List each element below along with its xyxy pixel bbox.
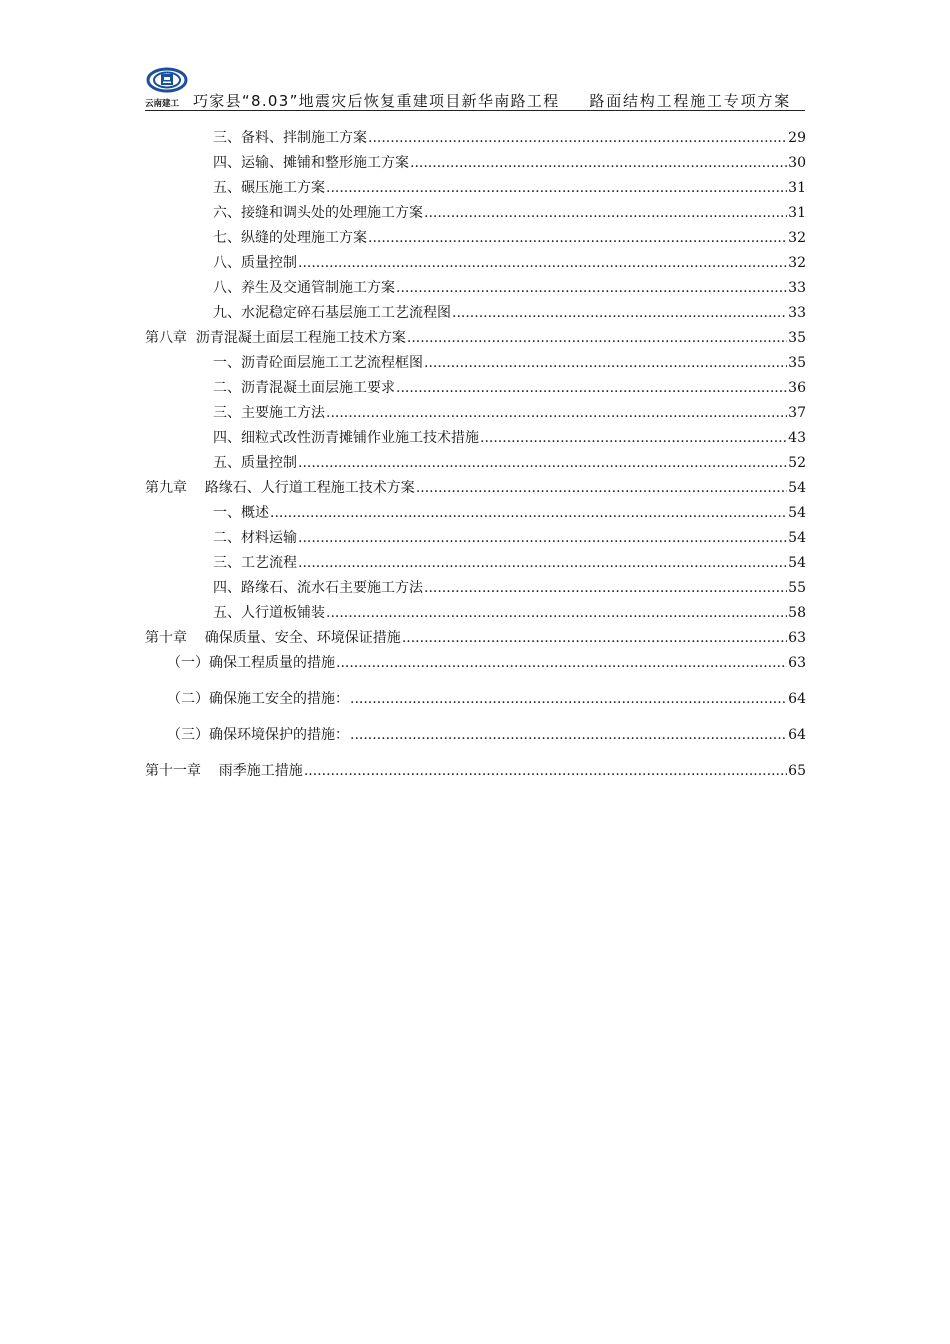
toc-entry-label: 八、养生及交通管制施工方案 xyxy=(213,280,395,296)
toc-entry[interactable] xyxy=(145,351,806,376)
toc-dot-leader xyxy=(480,426,787,451)
toc-dot-leader xyxy=(326,176,787,201)
toc-entry-label: 三、备料、拌制施工方案 xyxy=(213,130,367,146)
toc-entry[interactable] xyxy=(145,301,806,326)
toc-entry-label: 三、工艺流程 xyxy=(213,555,297,571)
toc-entry-label: 二、材料运输 xyxy=(213,530,297,546)
toc-entry-page: 36 xyxy=(788,380,806,396)
toc-entry-page: 35 xyxy=(788,355,806,371)
toc-entry-page: 64 xyxy=(788,691,806,707)
toc-dot-leader xyxy=(298,526,787,551)
toc-entry-label: 四、运输、摊铺和整形施工方案 xyxy=(213,155,409,171)
toc-entry[interactable] xyxy=(145,426,806,451)
toc-dot-leader xyxy=(326,401,787,426)
toc-entry-label: 七、纵缝的处理施工方案 xyxy=(213,230,367,246)
toc-dot-leader xyxy=(416,476,787,501)
toc-dot-leader xyxy=(452,301,787,326)
toc-dot-leader xyxy=(336,651,787,676)
toc-dot-leader xyxy=(368,126,787,151)
toc-entry-page: 32 xyxy=(788,255,806,271)
company-logo xyxy=(145,66,189,108)
toc-dot-leader xyxy=(298,251,787,276)
toc-entry-page: 31 xyxy=(788,180,806,196)
toc-entry-page: 32 xyxy=(788,230,806,246)
toc-entry[interactable] xyxy=(145,251,806,276)
toc-dot-leader xyxy=(326,601,787,626)
toc-entry[interactable] xyxy=(145,576,806,601)
toc-entry-page: 33 xyxy=(788,305,806,321)
toc-dot-leader xyxy=(407,326,787,351)
toc-entry[interactable] xyxy=(145,376,806,401)
toc-entry[interactable] xyxy=(145,723,806,759)
toc-entry-page: 37 xyxy=(788,405,806,421)
toc-entry-page: 54 xyxy=(788,530,806,546)
toc-dot-leader xyxy=(410,151,787,176)
toc-entry-page: 43 xyxy=(788,430,806,446)
toc-entry-page: 54 xyxy=(788,555,806,571)
toc-entry-page: 33 xyxy=(788,280,806,296)
toc-entry-page: 65 xyxy=(788,763,806,779)
toc-dot-leader xyxy=(270,501,787,526)
toc-entry-label: 第十章 确保质量、安全、环境保证措施 xyxy=(145,630,401,646)
toc-dot-leader xyxy=(368,226,787,251)
toc-dot-leader xyxy=(396,376,787,401)
toc-entry[interactable] xyxy=(145,226,806,251)
toc-entry[interactable] xyxy=(145,626,806,651)
toc-entry[interactable] xyxy=(145,759,806,784)
toc-entry-page: 55 xyxy=(788,580,806,596)
table-of-contents xyxy=(145,126,806,784)
toc-dot-leader xyxy=(424,351,787,376)
toc-entry-label: 四、路缘石、流水石主要施工方法 xyxy=(213,580,423,596)
toc-entry[interactable] xyxy=(145,551,806,576)
toc-dot-leader xyxy=(424,201,787,226)
toc-entry-label: 六、接缝和调头处的处理施工方案 xyxy=(213,205,423,221)
toc-entry-page: 64 xyxy=(788,727,806,743)
toc-entry-page: 52 xyxy=(788,455,806,471)
toc-entry[interactable] xyxy=(145,651,806,687)
document-subtitle: 路面结构工程施工专项方案 xyxy=(589,92,791,110)
company-logo-icon xyxy=(145,66,189,96)
toc-entry-label: 五、人行道板铺装 xyxy=(213,605,325,621)
toc-entry-label: 五、碾压施工方案 xyxy=(213,180,325,196)
toc-entry[interactable] xyxy=(145,476,806,501)
toc-entry[interactable] xyxy=(145,126,806,151)
toc-entry-label: （三）确保环境保护的措施： xyxy=(167,727,349,743)
toc-entry-page: 54 xyxy=(788,480,806,496)
toc-entry-label: 一、概述 xyxy=(213,505,269,521)
toc-dot-leader xyxy=(304,759,787,784)
toc-entry[interactable] xyxy=(145,176,806,201)
toc-entry-label: 五、质量控制 xyxy=(213,455,297,471)
toc-entry[interactable] xyxy=(145,326,806,351)
toc-entry-label: 四、细粒式改性沥青摊铺作业施工技术措施 xyxy=(213,430,479,446)
toc-entry[interactable] xyxy=(145,201,806,226)
toc-entry-label: 一、沥青砼面层施工工艺流程框图 xyxy=(213,355,423,371)
toc-entry-page: 35 xyxy=(788,330,806,346)
toc-entry-label: 三、主要施工方法 xyxy=(213,405,325,421)
toc-entry-label: （一）确保工程质量的措施 xyxy=(167,655,335,671)
toc-entry-page: 63 xyxy=(788,630,806,646)
toc-dot-leader xyxy=(350,723,787,748)
toc-entry-page: 30 xyxy=(788,155,806,171)
toc-entry-label: 第九章 路缘石、人行道工程施工技术方案 xyxy=(145,480,415,496)
toc-entry-page: 63 xyxy=(788,655,806,671)
toc-entry[interactable] xyxy=(145,526,806,551)
toc-entry-page: 31 xyxy=(788,205,806,221)
toc-dot-leader xyxy=(396,276,787,301)
toc-entry-label: 第八章 沥青混凝土面层工程施工技术方案 xyxy=(145,330,406,346)
toc-entry[interactable] xyxy=(145,601,806,626)
toc-dot-leader xyxy=(298,451,787,476)
document-title: 巧家县“8.03”地震灾后恢复重建项目新华南路工程 xyxy=(193,92,560,110)
toc-entry-page: 29 xyxy=(788,130,806,146)
toc-entry-page: 54 xyxy=(788,505,806,521)
toc-entry[interactable] xyxy=(145,687,806,723)
toc-entry-page: 58 xyxy=(788,605,806,621)
toc-entry-label: 八、质量控制 xyxy=(213,255,297,271)
toc-entry-label: （二）确保施工安全的措施： xyxy=(167,691,349,707)
page-header xyxy=(145,64,805,111)
toc-entry-label: 第十一章 雨季施工措施 xyxy=(145,763,303,779)
toc-entry[interactable] xyxy=(145,401,806,426)
toc-dot-leader xyxy=(350,687,787,712)
toc-entry[interactable] xyxy=(145,451,806,476)
toc-dot-leader xyxy=(298,551,787,576)
toc-entry[interactable] xyxy=(145,501,806,526)
toc-entry[interactable] xyxy=(145,151,806,176)
toc-dot-leader xyxy=(402,626,787,651)
toc-entry-label: 二、沥青混凝土面层施工要求 xyxy=(213,380,395,396)
toc-entry[interactable] xyxy=(145,276,806,301)
toc-dot-leader xyxy=(424,576,787,601)
logo-text: 云南建工 xyxy=(145,99,179,109)
toc-entry-label: 九、水泥稳定碎石基层施工工艺流程图 xyxy=(213,305,451,321)
